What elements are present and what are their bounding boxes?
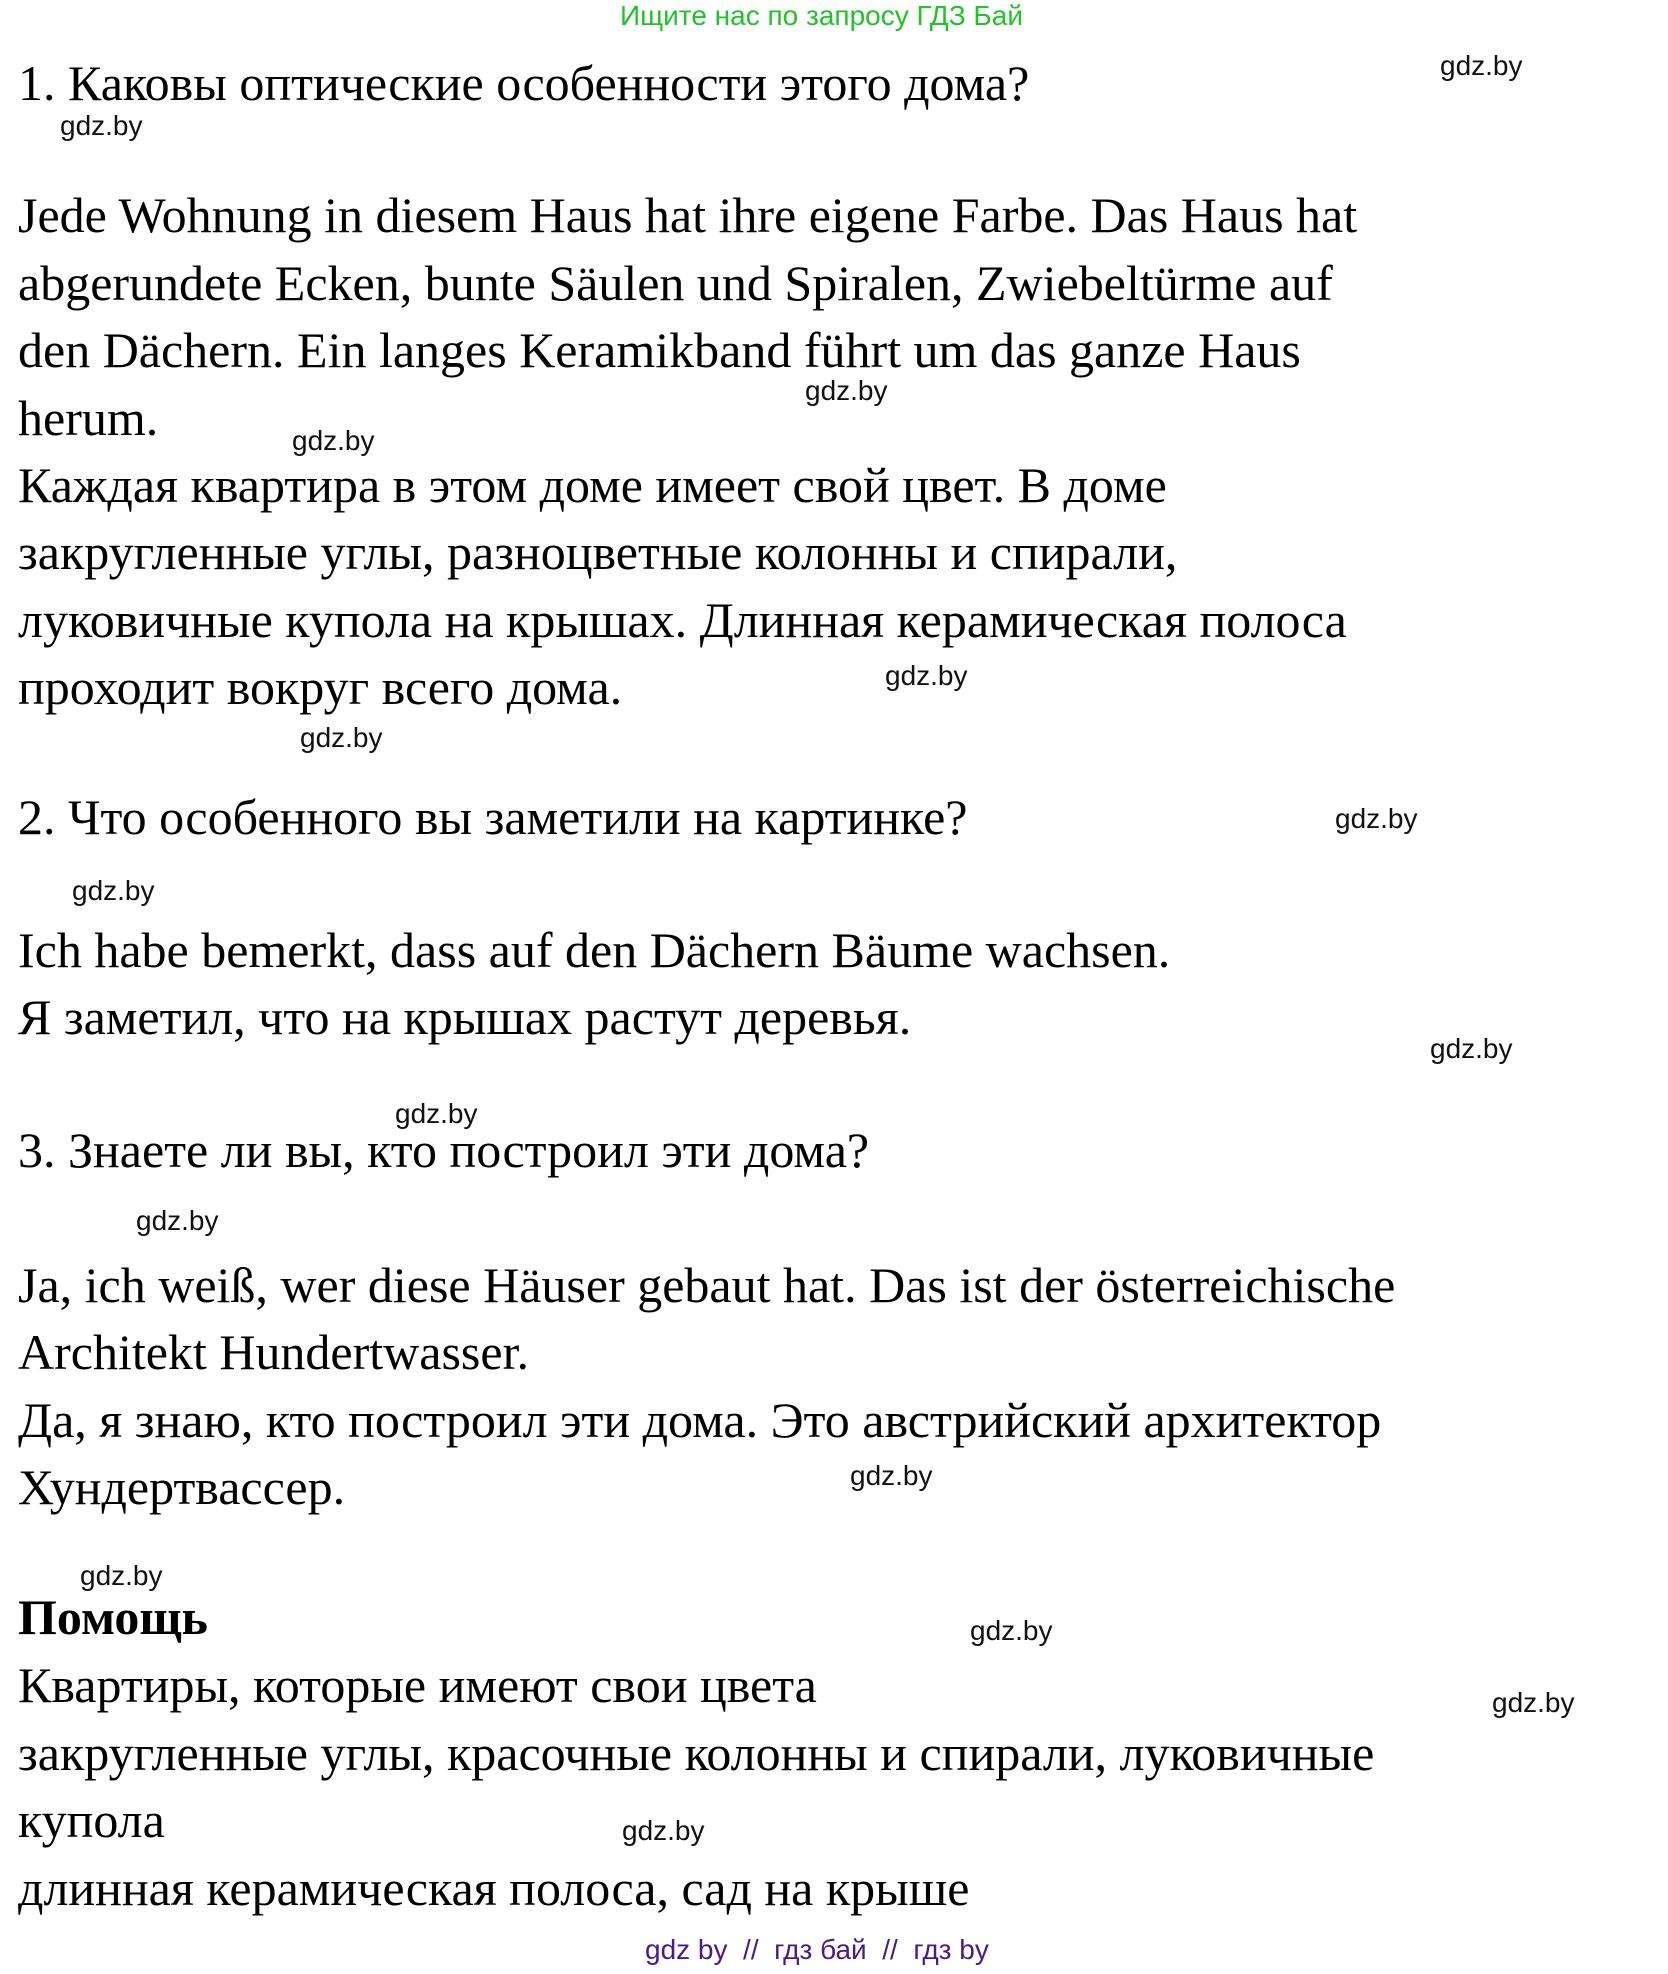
- answer-2-de-line-1: Ich habe bemerkt, dass auf den Dächern Bäume wachsen.: [18, 922, 1171, 978]
- watermark: gdz.by: [395, 1098, 478, 1129]
- watermark: gdz.by: [1440, 50, 1523, 81]
- watermark: gdz.by: [60, 110, 143, 141]
- watermark: gdz.by: [1430, 1033, 1513, 1064]
- answer-1-ru-line-1: Каждая квартира в этом доме имеет свой цвет. В доме: [18, 457, 1167, 513]
- help-line-2: закругленные углы, красочные колонны и спирали, луковичные: [18, 1725, 1375, 1781]
- answer-1-ru-line-4: проходит вокруг всего дома.: [18, 659, 623, 715]
- question-3: 3. Знаете ли вы, кто построил эти дома?: [18, 1122, 870, 1178]
- help-line-1: Квартиры, которые имеют свои цвета: [18, 1657, 817, 1713]
- answer-3-ru-line-1: Да, я знаю, кто построил эти дома. Это австрийский архитектор: [18, 1392, 1382, 1448]
- watermark: gdz.by: [850, 1460, 933, 1491]
- watermark: gdz.by: [292, 425, 375, 456]
- watermark: gdz.by: [885, 660, 968, 691]
- watermark: gdz.by: [1492, 1687, 1575, 1718]
- search-banner: Ищите нас по запросу ГДЗ Бай: [620, 0, 1024, 31]
- question-2: 2. Что особенного вы заметили на картинке?: [18, 789, 968, 845]
- answer-1-ru-line-3: луковичные купола на крышах. Длинная керамическая полоса: [18, 592, 1347, 648]
- help-line-3: купола: [18, 1792, 165, 1848]
- question-1: 1. Каковы оптические особенности этого дома?: [18, 55, 1030, 111]
- watermark: gdz.by: [970, 1615, 1053, 1646]
- answer-3-ru-line-2: Хундертвассер.: [18, 1459, 346, 1515]
- watermark: gdz.by: [72, 875, 155, 906]
- answer-1-de-line-3: den Dächern. Ein langes Keramikband führt um das ganze Haus: [18, 322, 1301, 378]
- answer-1-de-line-4: herum.: [18, 390, 159, 446]
- watermark: gdz.by: [805, 375, 888, 406]
- answer-3-de-line-1: Ja, ich weiß, wer diese Häuser gebaut hat. Das ist der österreichische: [18, 1257, 1396, 1313]
- answer-1-de-line-2: abgerundete Ecken, bunte Säulen und Spiralen, Zwiebeltürme auf: [18, 255, 1333, 311]
- answer-1-de-line-1: Jede Wohnung in diesem Haus hat ihre eigene Farbe. Das Haus hat: [18, 187, 1358, 243]
- answer-2-ru-line-1: Я заметил, что на крышах растут деревья.: [18, 989, 912, 1045]
- footer-links: gdz by // гдз бай // гдз by: [645, 1934, 989, 1965]
- watermark: gdz.by: [300, 722, 383, 753]
- watermark: gdz.by: [80, 1560, 163, 1591]
- help-line-4: длинная керамическая полоса, сад на крыше: [18, 1860, 970, 1916]
- watermark: gdz.by: [622, 1815, 705, 1846]
- watermark: gdz.by: [136, 1205, 219, 1236]
- help-title: Помощь: [18, 1589, 208, 1645]
- answer-3-de-line-2: Architekt Hundertwasser.: [18, 1324, 529, 1380]
- watermark: gdz.by: [1335, 803, 1418, 834]
- answer-1-ru-line-2: закругленные углы, разноцветные колонны и спирали,: [18, 524, 1178, 580]
